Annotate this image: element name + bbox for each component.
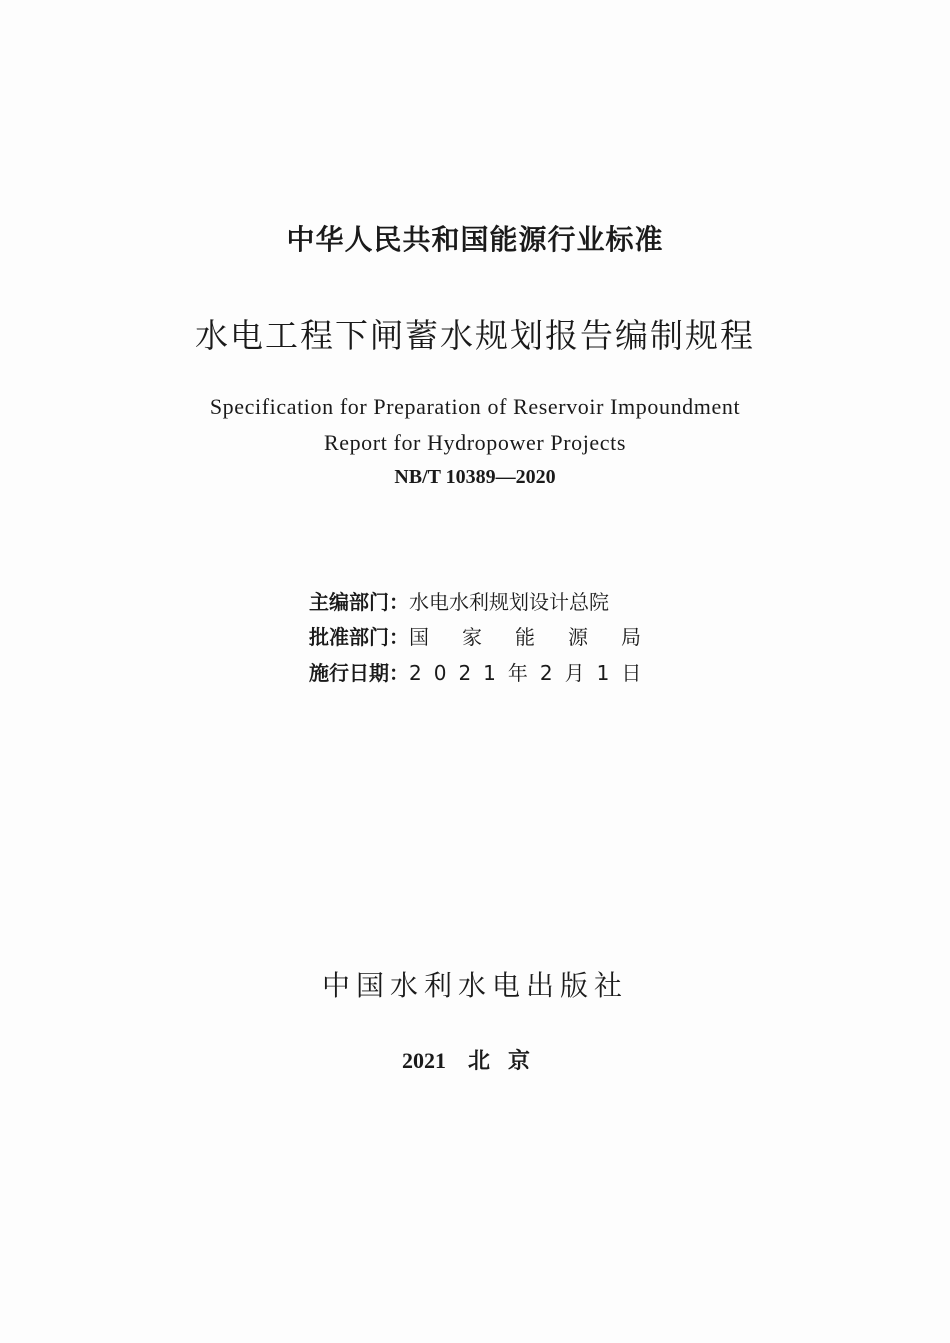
effective-date-colon: ：: [389, 661, 409, 685]
publication-year: 2021: [401, 1048, 446, 1073]
effective-date-label: 施行日期: [309, 661, 389, 685]
document-title-chinese: 水电工程下闸蓄水规划报告编制规程: [195, 316, 755, 355]
approver-colon: ：: [389, 625, 409, 649]
publisher-name: 中国水利水电出版社: [321, 969, 628, 1002]
approver-row: [309, 621, 674, 650]
standard-code: NB/T 10389—2020: [394, 466, 556, 488]
publication-city: 北京: [467, 1049, 548, 1074]
editor-value: 水电水利规划设计总院: [409, 590, 609, 614]
editor-label: 主编部门: [309, 590, 389, 614]
effective-date-row: [309, 657, 653, 686]
editor-row: [309, 586, 609, 615]
effective-date-value: 2021年2月1日: [409, 661, 654, 685]
document-title-english-line-2: Report for Hydropower Projects: [323, 430, 627, 455]
document-title-english-line-1: Specification for Preparation of Reservoir Impoundment: [209, 394, 741, 419]
standard-classification: 中华人民共和国能源行业标准: [286, 223, 664, 256]
approver-label: 批准部门: [309, 625, 389, 649]
editor-colon: ：: [389, 590, 409, 614]
publication-place-year: [0, 1044, 950, 1075]
approver-value: 国家能源局: [409, 625, 674, 649]
